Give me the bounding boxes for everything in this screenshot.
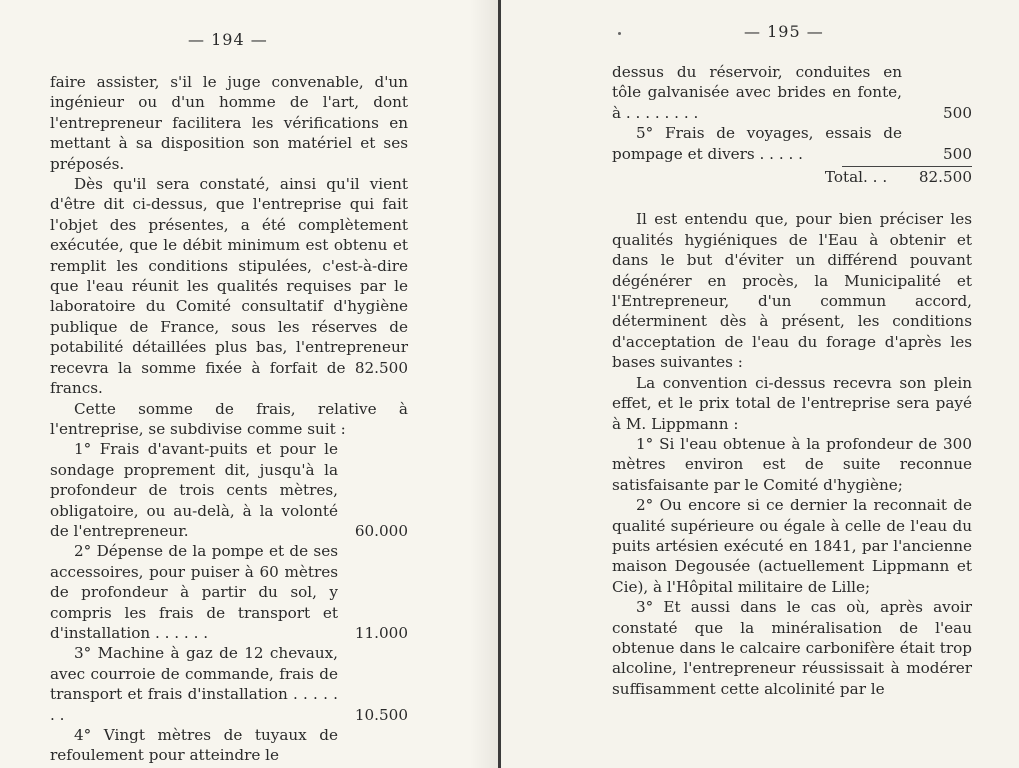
cost-item-2: [50, 541, 408, 643]
cost-item-5: [612, 123, 972, 164]
condition-3: 3° Et aussi dans le cas où, après avoir constaté que la minéralisation de l'eau obtenue dans le calcaire carbonifère était trop alcoline, l'entrepreneur réussissait à modérer suffisamment cette alcolinité par le: [612, 598, 972, 698]
cost-item-4-cont: [612, 62, 972, 123]
print-speck: [618, 32, 621, 35]
cost-item-3-amount: 10.500: [354, 705, 408, 724]
left-paragraph-1: faire assister, s'il le juge convenable, d'un ingénieur ou d'un homme de l'art, dont l'entrepreneur facilitera les vérifications en mettant à sa disposition son matériel et ses préposés.: [50, 73, 408, 173]
left-page-number: — 194 —: [188, 30, 268, 49]
right-paragraph-1: Il est entendu que, pour bien préciser les qualités hygiéniques de l'Eau à obtenir et dans le but d'éviter un différend pouvant dégénérer en procès, la Municipalité et l'Entrepreneur, d'un commun accord, déterminent dès à présent, les conditions d'acceptation de l'eau du forage d'après les bases suivantes :: [612, 210, 972, 372]
cost-item-2-text: 2° Dépense de la pompe et de ses accessoires, pour puiser à 60 mètres de profondeur à partir du sol, y compris les frais de transport et d'installation . . . . . .: [50, 542, 338, 642]
condition-1: 1° Si l'eau obtenue à la profondeur de 300 mètres environ est de suite reconnue satisfaisante par le Comité d'hygiène;: [612, 434, 972, 494]
book-gutter: [498, 0, 501, 768]
total-amount: 82.500: [918, 168, 972, 187]
cost-item-3: [50, 643, 408, 725]
cost-item-4-amount: 500: [943, 103, 972, 122]
left-paragraph-3: Cette somme de frais, relative à l'entreprise, se subdivise comme suit :: [50, 399, 408, 438]
cost-item-3-text: 3° Machine à gaz de 12 chevaux, avec courroie de commande, frais de transport et frais d'installation . . . . . . .: [50, 644, 338, 724]
right-paragraph-2: La convention ci-dessus recevra son plein effet, et le prix total de l'entreprise sera payé à M. Lippmann :: [612, 373, 972, 433]
cost-item-4-text: 4° Vingt mètres de tuyaux de refoulement pour atteindre le: [50, 726, 338, 765]
cost-item-4-cont-text: dessus du réservoir, conduites en tôle galvanisée avec brides en fonte, à . . . . . . . .: [612, 63, 902, 122]
cost-item-1-text: 1° Frais d'avant-puits et pour le sondage proprement dit, jusqu'à la profondeur de trois cents mètres, obligatoire, ou au-delà, à la volonté de l'entrepreneur.: [50, 440, 338, 540]
cost-item-5-amount: 500: [943, 144, 972, 163]
left-body: [50, 72, 408, 766]
right-body: [612, 62, 972, 699]
gutter-shadow: [470, 0, 498, 768]
cost-item-2-amount: 11.000: [354, 623, 408, 642]
cost-item-1-amount: 60.000: [354, 521, 408, 540]
left-paragraph-2: Dès qu'il sera constaté, ainsi qu'il vient d'être dit ci-dessus, que l'entreprise qui fait l'objet des présentes, a été complètement exécutée, que le débit minimum est obtenu et remplit les conditions stipulées, c'est-à-dire que l'eau réunit les qualités requises par le laboratoire du Comité consultatif d'hygiène publique de France, sous les réserves de potabilité détaillées plus bas, l'entrepreneur recevra la somme fixée à forfait de 82.500 francs.: [50, 175, 408, 398]
cost-item-4-start: [50, 725, 408, 766]
total-label: Total. . .: [824, 168, 888, 187]
right-page-number: — 195 —: [744, 22, 824, 41]
cost-item-5-text: 5° Frais de voyages, essais de pompage et divers . . . . .: [612, 124, 902, 163]
condition-2: 2° Ou encore si ce dernier la reconnait de qualité supérieure ou égale à celle de l'eau du puits artésien exécuté en 1841, par l'ancienne maison Degousée (actuellement Lippmann et Cie), à l'Hôpital militaire de Lille;: [612, 496, 972, 596]
total-line: [612, 167, 972, 187]
cost-item-1: [50, 439, 408, 541]
